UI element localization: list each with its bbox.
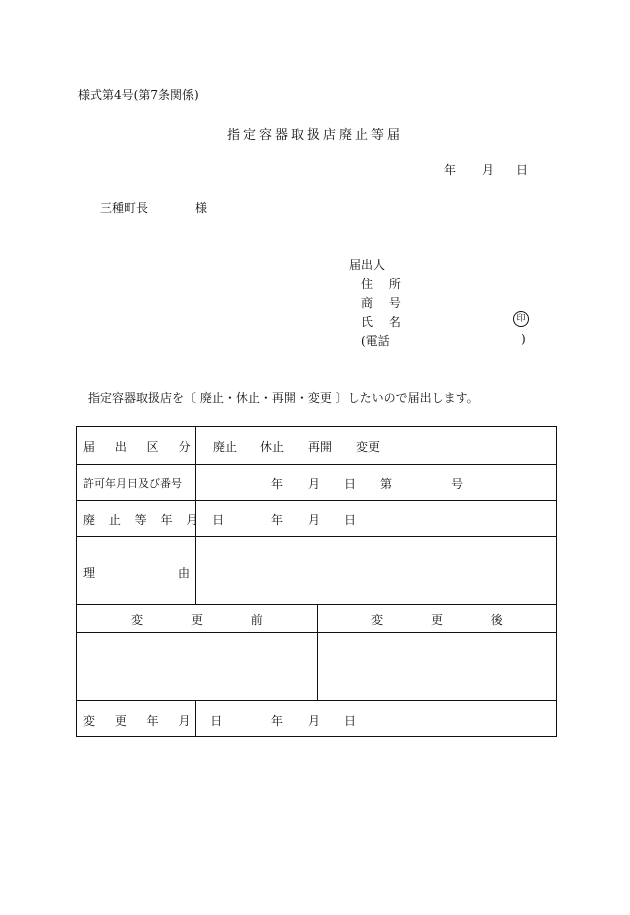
abolish-year-label: 年 (271, 513, 284, 527)
name-label: 氏 名 (361, 315, 407, 329)
change-day-label: 日 (344, 714, 357, 728)
permit-day-label: 日 (344, 477, 357, 491)
notification-form-table (76, 426, 557, 737)
address-label: 住 所 (361, 277, 407, 291)
date-day-label: 日 (516, 163, 529, 177)
change-after-header: 変 更 後 (371, 613, 525, 627)
table-divider (77, 700, 556, 701)
date-year-label: 年 (444, 163, 457, 177)
change-before-header: 変 更 前 (131, 613, 285, 627)
reason-label-right: 由 (178, 566, 191, 580)
table-divider (77, 536, 556, 537)
change-after-input-area[interactable] (323, 639, 551, 693)
change-month-label: 月 (308, 714, 321, 728)
abolish-month-label: 月 (308, 513, 321, 527)
permit-date-number-label: 許可年月日及び番号 (83, 477, 182, 490)
abolish-day-label: 日 (344, 513, 357, 527)
table-divider (77, 464, 556, 465)
category-label: 届 出 区 分 (83, 440, 199, 454)
change-date-label: 変 更 年 月 日 (83, 714, 231, 728)
phone-label: (電話 (361, 334, 390, 348)
shop-name-label: 商 号 (361, 296, 407, 310)
permit-number-prefix: 第 (380, 477, 393, 491)
phone-close-paren: ) (521, 332, 526, 346)
date-month-label: 月 (482, 163, 495, 177)
table-divider (77, 500, 556, 501)
statement-text: 指定容器取扱店を〔 廃止・休止・再開・変更 〕したいので届出します。 (88, 391, 479, 405)
addressee-name: 三種町長 (100, 201, 149, 215)
reason-label-left: 理 (83, 566, 96, 580)
document-title: 指定容器取扱店廃止等届 (226, 128, 403, 143)
permit-number-suffix: 号 (451, 477, 464, 491)
abolish-date-label: 廃 止 等 年 月 日 (83, 513, 230, 527)
reason-input-area[interactable] (203, 543, 549, 597)
category-option-change[interactable]: 変更 (356, 440, 381, 454)
permit-month-label: 月 (308, 477, 321, 491)
category-option-suspend[interactable]: 休止 (260, 440, 285, 454)
seal-mark: 印 (513, 311, 529, 327)
applicant-label: 届出人 (349, 258, 386, 272)
change-before-input-area[interactable] (83, 639, 311, 693)
change-year-label: 年 (271, 714, 284, 728)
category-option-resume[interactable]: 再開 (308, 440, 333, 454)
permit-year-label: 年 (271, 477, 284, 491)
form-number: 様式第4号(第7条関係) (78, 88, 199, 102)
category-option-abolish[interactable]: 廃止 (213, 440, 238, 454)
addressee-honorific: 様 (195, 201, 208, 215)
